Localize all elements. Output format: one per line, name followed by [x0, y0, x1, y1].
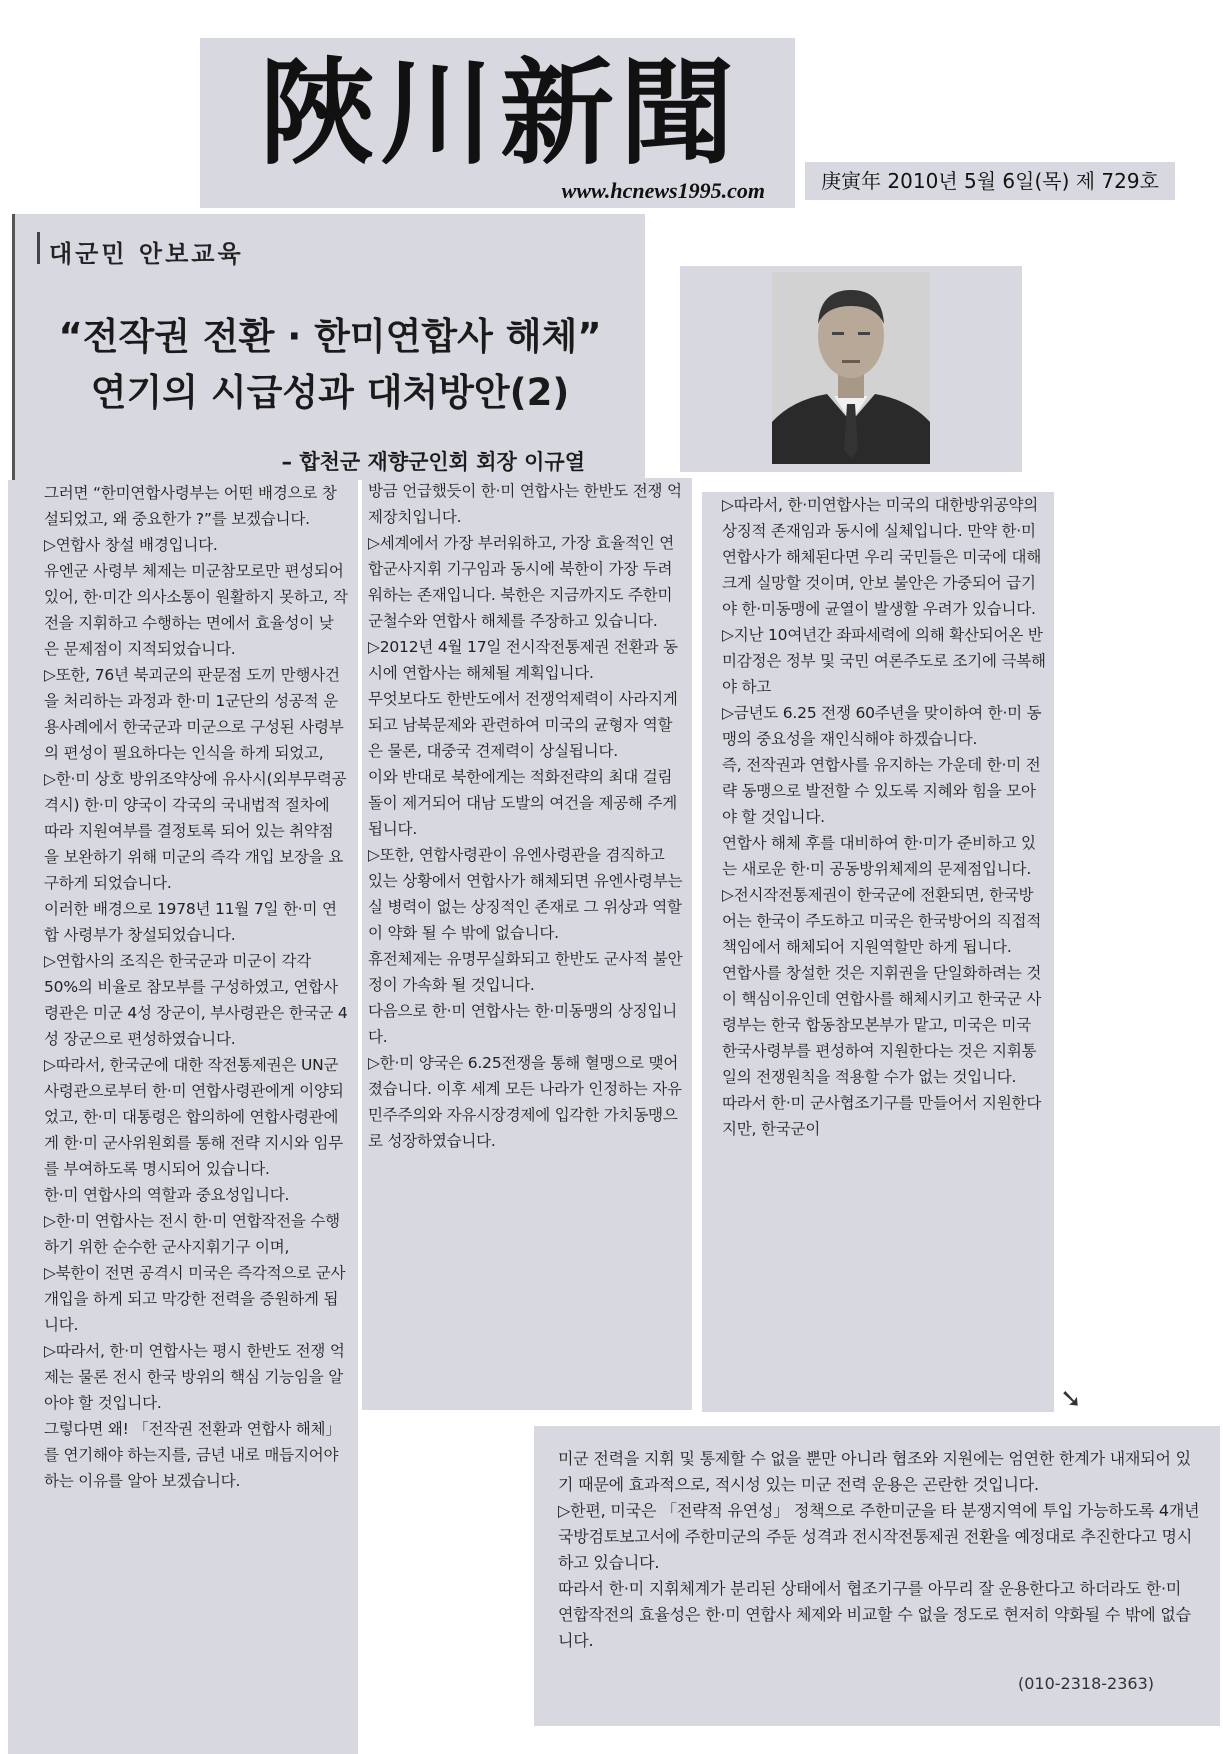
- paragraph: ▷한·미 상호 방위조약상에 유사시(외부무력공격시) 한·미 양국이 각국의 국내법적 절차에 따라 지원여부를 결정토록 되어 있는 취약점을 보완하기 위해 미군의 즉각 개입 보장을 요구하게 되었습니다.: [44, 770, 347, 892]
- column-3-text: [722, 492, 1046, 1142]
- paragraph: ▷세계에서 가장 부러워하고, 가장 효율적인 연합군사지휘 기구임과 동시에 북한이 가장 두려워하는 존재입니다. 북한은 지금까지도 주한미군철수와 연합사 해체를 주장하고 있습니다.: [368, 534, 674, 630]
- paragraph: ▷따라서, 한·미연합사는 미국의 대한방위공약의 상징적 존재임과 동시에 실체입니다. 만약 한·미연합사가 해체된다면 우리 국민들은 미국에 대해 크게 실망할 것이며, 안보 불안은 가중되어 급기야 한·미동맹에 균열이 발생할 우려가 있습니다.: [722, 496, 1042, 618]
- paragraph: ▷전시작전통제권이 한국군에 전환되면, 한국방어는 한국이 주도하고 미국은 한국방어의 직접적 책임에서 해체되어 지원역할만 하게 됩니다.: [722, 886, 1042, 956]
- paragraph: 유엔군 사령부 체제는 미군참모로만 편성되어 있어, 한·미간 의사소통이 원활하지 못하고, 작전을 지휘하고 수행하는 면에서 효율성이 낮은 문제점이 지적되었습니다.: [44, 562, 348, 658]
- paragraph: 따라서 한·미 군사협조기구를 만들어서 지원한다지만, 한국군이: [722, 1094, 1042, 1138]
- paragraph: 즉, 전작권과 연합사를 유지하는 가운데 한·미 전략 동맹으로 발전할 수 있도록 지혜와 힘을 모아야 할 것입니다.: [722, 756, 1041, 826]
- issue-date-line: 庚寅年 2010년 5월 6일(목) 제 729호: [805, 162, 1175, 200]
- article-column-2: [362, 478, 692, 1410]
- photo-frame: [680, 266, 1022, 472]
- headline-box: [12, 214, 645, 480]
- paragraph: ▷연합사 창설 배경입니다.: [44, 536, 218, 554]
- section-bar: [37, 232, 40, 264]
- masthead: [200, 38, 795, 208]
- column-2-text: [368, 478, 684, 1154]
- paragraph: ▷북한이 전면 공격시 미국은 즉각적으로 군사 개입을 하게 되고 막강한 전력을 증원하게 됩니다.: [44, 1264, 346, 1334]
- arrow-down-icon: ➘: [1060, 1384, 1082, 1414]
- paragraph: ▷또한, 76년 북괴군의 판문점 도끼 만행사건을 처리하는 과정과 한·미 1군단의 성공적 운용사례에서 한국군과 미군으로 구성된 사령부의 편성이 필요하다는 인식을 하게 되었고,: [44, 666, 344, 762]
- paragraph: 이와 반대로 북한에게는 적화전략의 최대 걸림돌이 제거되어 대남 도발의 여건을 제공해 주게 됩니다.: [368, 768, 678, 838]
- section-label: 대군민 안보교육: [49, 240, 244, 268]
- paragraph: ▷지난 10여년간 좌파세력에 의해 확산되어온 반미감정은 정부 및 국민 여론주도로 조기에 극복해야 하고: [722, 626, 1046, 696]
- headline-line-2: 연기의 시급성과 대처방안(2): [90, 371, 570, 414]
- paragraph: 연합사를 창설한 것은 지휘권을 단일화하려는 것이 핵심이유인데 연합사를 해체시키고 한국군 사령부는 한국 합동참모본부가 맡고, 미국은 미국 한국사령부를 편성하여 지원한다는 것은 지휘통일의 전쟁원칙을 적용할 수가 없는 것입니다.: [722, 964, 1042, 1086]
- paragraph: ▷또한, 연합사령관이 유엔사령관을 겸직하고 있는 상황에서 연합사가 해체되면 유엔사령부는 실 병력이 없는 상징적인 존재로 그 위상과 역할이 약화 될 수 밖에 없습니다.: [368, 846, 683, 942]
- paragraph: ▷2012년 4월 17일 전시작전통제권 전환과 동시에 연합사는 해체될 계획입니다.: [368, 638, 678, 682]
- paragraph: ▷한·미 연합사는 전시 한·미 연합작전을 수행하기 위한 순수한 군사지휘기구 이며,: [44, 1212, 340, 1256]
- paragraph: 이러한 배경으로 1978년 11월 7일 한·미 연합 사령부가 창설되었습니다.: [44, 900, 337, 944]
- article-column-3: [702, 492, 1054, 1412]
- article-column-1: [8, 480, 358, 1754]
- paragraph: ▷따라서, 한국군에 대한 작전통제권은 UN군 사령관으로부터 한·미 연합사령관에게 이양되었고, 한·미 대통령은 합의하에 연합사령관에게 한·미 군사위원회를 통해 전략 지시와 임무를 부여하도록 명시되어 있습니다.: [44, 1056, 344, 1178]
- contact-phone: (010-2318-2363): [1017, 1674, 1154, 1693]
- paragraph: 따라서 한·미 지휘체계가 분리된 상태에서 협조기구를 아무리 잘 운용한다고 하더라도 한·미 연합작전의 효율성은 한·미 연합사 체제와 비교할 수 없을 정도로 현저히 약화될 수 밖에 없습니다.: [558, 1579, 1191, 1650]
- continuation-block: [534, 1426, 1220, 1726]
- byline: – 합천군 재향군인회 회장 이규열: [281, 450, 585, 474]
- paragraph: 연합사 해체 후를 대비하여 한·미가 준비하고 있는 새로운 한·미 공동방위체제의 문제점입니다.: [722, 834, 1036, 878]
- column-1-text: [44, 480, 348, 1494]
- paragraph: 그러면 “한미연합사령부는 어떤 배경으로 창설되었고, 왜 중요한가 ?”를 보겠습니다.: [44, 484, 337, 528]
- paragraph: ▷한·미 양국은 6.25전쟁을 통해 혈맹으로 맺어졌습니다. 이후 세계 모든 나라가 인정하는 자유민주주의와 자유시장경제에 입각한 가치동맹으로 성장하였습니다.: [368, 1054, 682, 1150]
- paragraph: ▷한편, 미국은 「전략적 유연성」 정책으로 주한미군을 타 분쟁지역에 투입 가능하도록 4개년 국방검토보고서에 주한미군의 주둔 성격과 전시작전통제권 전환을 예정대로 추진한다고 명시하고 있습니다.: [558, 1501, 1200, 1572]
- headline-line-1: “전작권 전환 · 한미연합사 해체”: [58, 315, 602, 358]
- paragraph: 한·미 연합사의 역할과 중요성입니다.: [44, 1186, 290, 1204]
- paragraph: 무엇보다도 한반도에서 전쟁억제력이 사라지게 되고 남북문제와 관련하여 미국의 균형자 역할은 물론, 대중국 견제력이 상실됩니다.: [368, 690, 678, 760]
- continuation-text: [558, 1446, 1200, 1654]
- headline: [15, 309, 645, 421]
- paragraph: ▷금년도 6.25 전쟁 60주년을 맞이하여 한·미 동맹의 중요성을 재인식해야 하겠습니다.: [722, 704, 1042, 748]
- paragraph: 방금 언급했듯이 한·미 연합사는 한반도 전쟁 억제장치입니다.: [368, 482, 682, 526]
- paragraph: ▷따라서, 한·미 연합사는 평시 한반도 전쟁 억제는 물론 전시 한국 방위의 핵심 기능임을 알아야 할 것입니다.: [44, 1342, 345, 1412]
- paragraph: 미군 전력을 지휘 및 통제할 수 없을 뿐만 아니라 협조와 지원에는 엄연한 한계가 내재되어 있기 때문에 효과적으로, 적시성 있는 미군 전력 운용은 곤란한 것입니다.: [558, 1449, 1191, 1494]
- paragraph: 다음으로 한·미 연합사는 한·미동맹의 상징입니다.: [368, 1002, 678, 1046]
- paragraph: ▷연합사의 조직은 한국군과 미군이 각각 50%의 비율로 참모부를 구성하였고, 연합사령관은 미군 4성 장군이, 부사령관은 한국군 4성 장군으로 편성하였습니다.: [44, 952, 348, 1048]
- portrait-photo: [772, 272, 930, 464]
- newspaper-url: www.hcnews1995.com: [561, 178, 765, 203]
- paragraph: 그렇다면 왜! 「전작권 전환과 연합사 해체」를 연기해야 하는지를, 금년 내로 매듭지어야 하는 이유를 알아 보겠습니다.: [44, 1420, 341, 1490]
- portrait-illustration: [772, 272, 930, 464]
- paragraph: 휴전체제는 유명무실화되고 한반도 군사적 불안정이 가속화 될 것입니다.: [368, 950, 683, 994]
- newspaper-title: 陜川新聞: [259, 46, 740, 180]
